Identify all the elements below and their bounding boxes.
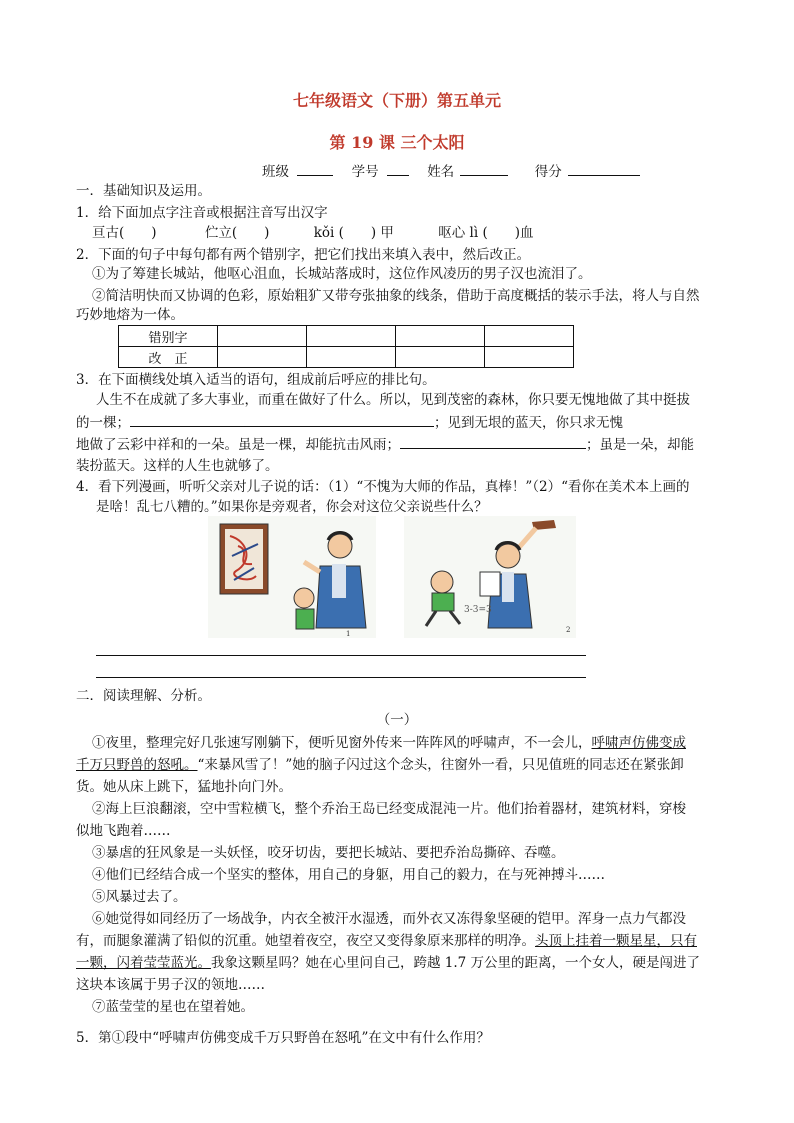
q3-text: 的一棵； [76, 415, 130, 431]
section1-heading: 一．基础知识及运用。 [76, 183, 211, 199]
passage-p5: ⑤风暴过去了。 [92, 889, 187, 905]
cartoon-2-caption: 3-3=3 [464, 605, 492, 615]
q4-answer-line-1[interactable] [96, 655, 586, 656]
q1-items [92, 223, 742, 243]
cartoon-1-image [208, 516, 376, 638]
table-cell[interactable] [485, 326, 574, 347]
passage-p1-line-1 [92, 733, 742, 753]
q3-text: 地做了云彩中祥和的一朵。虽是一棵，却能抗击风雨； [76, 437, 400, 453]
q3-text: ；见到无垠的蓝天，你只求无愧 [434, 415, 623, 431]
name-label: 姓名 [427, 164, 455, 180]
correction-table [118, 325, 574, 368]
table-cell[interactable] [485, 347, 574, 368]
q3-line-1: 人生不在成就了多大事业，而重在做好了什么。所以，见到茂密的森林，你只要无愧地做了其中挺拔 [96, 392, 690, 408]
cartoon-2-number: 2 [566, 626, 571, 634]
class-field[interactable] [297, 161, 333, 176]
passage-text: “来暴风雪了！”她的脑子闪过这个念头，往窗外一看，只见值班的同志还在紧张卸 [197, 757, 684, 773]
table-row-label-corrections: 改 正 [119, 347, 218, 368]
passage-underlined-text: 千万只野兽的怒吼。 [76, 757, 198, 773]
table-row-label-errors: 错别字 [119, 326, 218, 347]
passage-underlined-text: 呼啸声仿佛变成 [591, 735, 686, 751]
table-cell[interactable] [218, 326, 307, 347]
passage-underlined-text: 头顶上挂着一颗星星，只有 [535, 933, 697, 949]
q3-prompt: 3．在下面横线处填入适当的语句，组成前后呼应的排比句。 [76, 372, 436, 388]
passage-underlined-text: 一颗，闪着莹莹蓝光。 [76, 955, 211, 971]
q2-prompt: 2．下面的句子中每句都有两个错别字，把它们找出来填入表中，然后改正。 [76, 247, 531, 263]
q3-line-2 [76, 412, 726, 433]
q3-blank-1[interactable] [130, 412, 434, 427]
name-field[interactable] [460, 161, 508, 176]
q2-sentence-2a: ②简洁明快而又协调的色彩，原始粗犷又带夸张抽象的线条，借助于高度概括的装示手法，将人与自然 [92, 288, 700, 304]
passage-p2-line-1: ②海上巨浪翻滚，空中雪粒横飞，整个乔治王岛已经变成混沌一片。他们抬着器材，建筑材料，穿梭 [92, 801, 686, 817]
passage-p6-line-2 [76, 931, 726, 951]
q3-blank-2[interactable] [400, 434, 586, 449]
passage-text: 我象这颗星吗？她在心里问自己，跨越 1.7 万公里的距离，一个女人，硬是闯进了 [211, 955, 701, 971]
q3-line-4: 装扮蓝天。这样的人生也就够了。 [76, 458, 279, 474]
q5-prompt: 5．第①段中“呼啸声仿佛变成千万只野兽在怒吼”在文中有什么作用？ [76, 1030, 490, 1046]
id-field[interactable] [387, 161, 409, 176]
passage-p6-line-1: ⑥她觉得如同经历了一场战争，内衣全被汗水湿透，而外衣又冻得象坚硬的铠甲。浑身一点力气都没 [92, 911, 686, 927]
score-field[interactable] [568, 161, 640, 176]
class-label: 班级 [262, 164, 289, 180]
passage-text: 有，而腿象灌满了铅似的沉重。她望着夜空，夜空又变得象原来那样的明净。 [76, 933, 535, 949]
table-cell[interactable] [396, 326, 485, 347]
table-cell[interactable] [396, 347, 485, 368]
q2-sentence-1: ①为了筹建长城站，他呕心沮血，长城站落成时，这位作风凌历的男子汉也流泪了。 [92, 266, 592, 282]
page-title: 七年级语文（下册）第五单元 [292, 91, 501, 110]
q1-item-1[interactable]: 亘古( ) [92, 225, 157, 241]
id-label: 学号 [351, 164, 379, 180]
section2-heading: 二．阅读理解、分析。 [76, 688, 211, 704]
table-cell[interactable] [218, 347, 307, 368]
passage-p7: ⑦蓝莹莹的星也在望着她。 [92, 999, 254, 1015]
passage-part-label: （一） [376, 712, 418, 728]
cartoon-1-number: 1 [346, 630, 351, 638]
student-info-row [262, 160, 640, 180]
passage-text: ①夜里，整理完好几张速写刚躺下，便听见窗外传来一阵阵风的呼啸声，不一会儿， [92, 735, 592, 751]
passage-p4: ④他们已经结合成一个坚实的整体，用自己的身躯，用自己的毅力，在与死神搏斗…… [92, 867, 605, 883]
q4-line-1: 4．看下列漫画，听听父亲对儿子说的话：（1）“不愧为大师的作品，真棒！”（2）“看你在美术本上画的 [76, 479, 690, 495]
q1-item-2[interactable]: 伫立( ) [204, 225, 270, 241]
passage-p3: ③暴虐的狂风象是一头妖怪，咬牙切齿，要把长城站、要把乔治岛撕碎、吞噬。 [92, 845, 565, 861]
score-label: 得分 [534, 164, 562, 180]
q1-item-3[interactable]: kǒi ( ) 甲 [313, 225, 394, 241]
passage-p1-line-2 [76, 755, 726, 775]
lesson-title: 第 19 课 三个太阳 [329, 133, 465, 152]
q4-answer-line-2[interactable] [96, 677, 586, 678]
q3-text: ；虽是一朵，却能 [586, 437, 694, 453]
passage-p6-line-3 [76, 953, 726, 973]
q1-item-4[interactable]: 呕心 lì ( )血 [438, 225, 534, 241]
cartoon-2-image [404, 516, 576, 638]
q3-line-3 [76, 434, 726, 455]
table-cell[interactable] [307, 326, 396, 347]
passage-p2-line-2: 似地飞跑着…… [76, 823, 171, 839]
q1-prompt: 1．给下面加点字注音或根据注音写出汉字 [76, 205, 328, 221]
passage-p6-line-4: 这块本该属于男子汉的领地…… [76, 977, 265, 993]
q2-sentence-2b: 巧妙地熔为一体。 [76, 307, 184, 323]
passage-p1-line-3: 货。她从床上跳下，猛地扑向门外。 [76, 779, 292, 795]
q4-line-2: 是啥！乱七八糟的。”如果你是旁观者，你会对这位父亲说些什么？ [96, 499, 488, 515]
table-cell[interactable] [307, 347, 396, 368]
